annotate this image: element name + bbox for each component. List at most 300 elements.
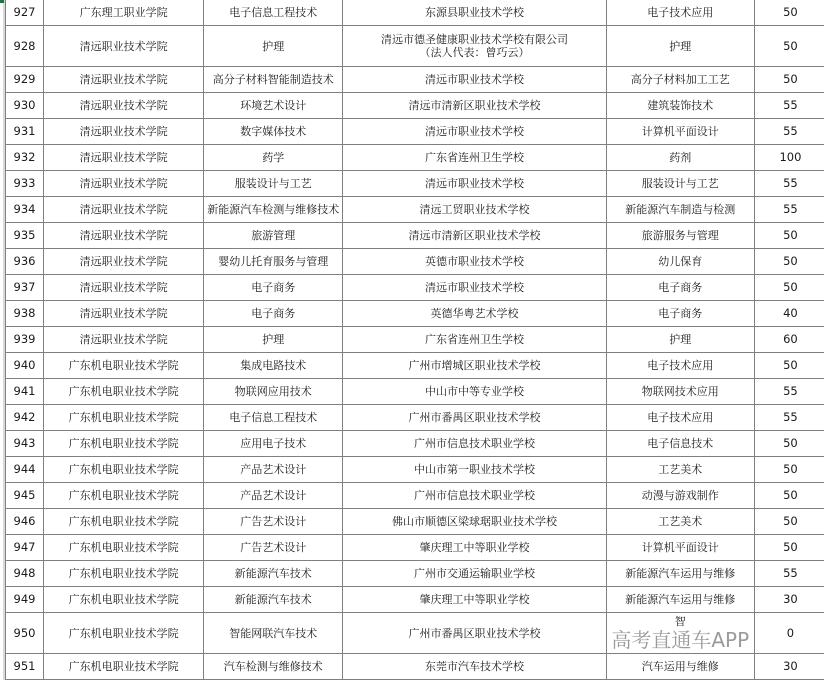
table-row — [6, 171, 824, 197]
row-number: 942 — [14, 410, 36, 424]
enrollment-quota-cell[interactable] — [754, 483, 824, 509]
row-number: 951 — [14, 659, 36, 673]
college-name: 广东机电职业技术学院 — [69, 541, 179, 554]
college-name: 广东机电职业技术学院 — [69, 385, 179, 398]
enrollment-quota-cell[interactable] — [754, 353, 824, 379]
secondary-major: 新能源汽车制造与检测 — [625, 203, 735, 216]
college-name: 清远职业技术学院 — [80, 125, 168, 138]
partner-school: 广州市信息技术职业学校 — [414, 437, 535, 450]
row-number: 934 — [14, 202, 36, 216]
enrollment-quota-cell[interactable] — [754, 223, 824, 249]
higher-major: 智能网联汽车技术 — [229, 627, 317, 640]
row-number: 949 — [14, 592, 36, 606]
enrollment-quota: 50 — [783, 280, 798, 294]
enrollment-quota-cell[interactable] — [754, 327, 824, 353]
enrollment-table — [5, 0, 824, 680]
secondary-major: 建筑装饰技术 — [647, 99, 713, 112]
row-number: 935 — [14, 228, 36, 242]
college-name-cell[interactable] — [44, 353, 204, 379]
partner-school: 清远市德圣健康职业技术学校有限公司 — [381, 33, 568, 46]
higher-major: 新能源汽车检测与维修技术 — [207, 203, 339, 216]
partner-school: 广州市增城区职业技术学校 — [409, 359, 541, 372]
secondary-major-cell[interactable] — [606, 353, 754, 379]
enrollment-quota: 55 — [783, 566, 798, 580]
secondary-major-cell[interactable] — [606, 379, 754, 405]
college-name-cell[interactable] — [44, 613, 204, 654]
college-name-cell[interactable] — [44, 171, 204, 197]
row-number-cell[interactable] — [6, 405, 44, 431]
secondary-major: 智 — [675, 615, 686, 628]
higher-major-cell[interactable] — [204, 26, 343, 67]
college-name: 清远职业技术学院 — [80, 307, 168, 320]
higher-major-cell[interactable] — [204, 587, 343, 613]
partner-school: 广东省连州卫生学校 — [425, 333, 524, 346]
enrollment-quota-cell[interactable] — [754, 535, 824, 561]
partner-school-cell[interactable] — [343, 561, 606, 587]
row-number-cell[interactable] — [6, 535, 44, 561]
college-name-cell[interactable] — [44, 145, 204, 171]
college-name: 清远职业技术学院 — [80, 281, 168, 294]
secondary-major-cell[interactable] — [606, 509, 754, 535]
enrollment-quota-cell[interactable] — [754, 509, 824, 535]
table-row — [6, 431, 824, 457]
table-row — [6, 223, 824, 249]
higher-major-cell[interactable] — [204, 405, 343, 431]
partner-school: 东源县职业技术学校 — [425, 6, 524, 19]
enrollment-quota-cell[interactable] — [754, 405, 824, 431]
higher-major-cell[interactable] — [204, 249, 343, 275]
table-row — [6, 249, 824, 275]
higher-major-cell[interactable] — [204, 327, 343, 353]
secondary-major: 服装设计与工艺 — [642, 177, 719, 190]
spreadsheet — [3, 0, 824, 680]
partner-school: 肇庆理工中等职业学校 — [420, 593, 530, 606]
partner-school: 清远市清新区职业技术学校 — [409, 229, 541, 242]
partner-school: 广州市番禺区职业技术学校 — [409, 411, 541, 424]
partner-school-cell[interactable] — [343, 26, 606, 67]
enrollment-quota: 55 — [783, 176, 798, 190]
enrollment-quota: 50 — [783, 462, 798, 476]
higher-major-cell[interactable] — [204, 509, 343, 535]
partner-school-cell[interactable] — [343, 613, 606, 654]
table-row — [6, 457, 824, 483]
higher-major: 服装设计与工艺 — [235, 177, 312, 190]
row-number: 938 — [14, 306, 36, 320]
table-row — [6, 301, 824, 327]
enrollment-quota-cell[interactable] — [754, 197, 824, 223]
partner-school-cell[interactable] — [343, 353, 606, 379]
partner-school-cell[interactable] — [343, 301, 606, 327]
row-number: 928 — [14, 39, 36, 53]
cell-selection-marker — [0, 0, 4, 3]
higher-major-cell[interactable] — [204, 119, 343, 145]
enrollment-quota: 50 — [783, 5, 798, 19]
partner-school-cell[interactable] — [343, 223, 606, 249]
enrollment-quota: 55 — [783, 384, 798, 398]
row-number: 939 — [14, 332, 36, 346]
row-number: 945 — [14, 488, 36, 502]
table-row — [6, 119, 824, 145]
enrollment-quota-cell[interactable] — [754, 171, 824, 197]
partner-school-cell[interactable] — [343, 119, 606, 145]
college-name-cell[interactable] — [44, 67, 204, 93]
higher-major: 应用电子技术 — [240, 437, 306, 450]
enrollment-quota-cell[interactable] — [754, 654, 824, 680]
enrollment-quota-cell[interactable] — [754, 67, 824, 93]
row-number-cell[interactable] — [6, 327, 44, 353]
higher-major-cell[interactable] — [204, 67, 343, 93]
enrollment-quota: 30 — [783, 659, 798, 673]
partner-school-cell[interactable] — [343, 405, 606, 431]
secondary-major-cell[interactable] — [606, 0, 754, 26]
row-number-cell[interactable] — [6, 654, 44, 680]
secondary-major-cell[interactable] — [606, 197, 754, 223]
college-name: 清远职业技术学院 — [80, 99, 168, 112]
higher-major-cell[interactable] — [204, 654, 343, 680]
higher-major-cell[interactable] — [204, 197, 343, 223]
row-number-cell[interactable] — [6, 93, 44, 119]
enrollment-quota: 55 — [783, 202, 798, 216]
partner-school-cell[interactable] — [343, 431, 606, 457]
college-name: 清远职业技术学院 — [80, 203, 168, 216]
enrollment-quota: 100 — [779, 150, 801, 164]
partner-school-cell[interactable] — [343, 249, 606, 275]
table-row — [6, 587, 824, 613]
higher-major: 产品艺术设计 — [240, 463, 306, 476]
secondary-major: 幼儿保育 — [658, 255, 702, 268]
row-number-cell[interactable] — [6, 223, 44, 249]
secondary-major-cell[interactable] — [606, 26, 754, 67]
secondary-major: 电子商务 — [658, 307, 702, 320]
secondary-major: 电子商务 — [658, 281, 702, 294]
higher-major: 广告艺术设计 — [240, 515, 306, 528]
secondary-major-cell[interactable] — [606, 483, 754, 509]
partner-school-cell[interactable] — [343, 457, 606, 483]
table-row — [6, 275, 824, 301]
higher-major-cell[interactable] — [204, 457, 343, 483]
row-number-cell[interactable] — [6, 145, 44, 171]
higher-major: 电子商务 — [251, 281, 295, 294]
table-row — [6, 145, 824, 171]
secondary-major: 计算机平面设计 — [642, 125, 719, 138]
secondary-major: 物联网技术应用 — [642, 385, 719, 398]
college-name: 清远职业技术学院 — [80, 229, 168, 242]
row-number-cell[interactable] — [6, 26, 44, 67]
enrollment-quota-cell[interactable] — [754, 249, 824, 275]
partner-school-cell[interactable] — [343, 379, 606, 405]
higher-major: 护理 — [262, 333, 284, 346]
secondary-major-cell[interactable] — [606, 67, 754, 93]
secondary-major: 护理 — [669, 333, 691, 346]
enrollment-quota: 0 — [787, 626, 794, 640]
higher-major: 电子信息工程技术 — [229, 6, 317, 19]
enrollment-quota-cell[interactable] — [754, 93, 824, 119]
row-number-cell[interactable] — [6, 119, 44, 145]
row-number: 927 — [14, 5, 36, 19]
secondary-major-cell[interactable] — [606, 145, 754, 171]
row-number: 943 — [14, 436, 36, 450]
college-name-cell[interactable] — [44, 26, 204, 67]
secondary-major-cell[interactable] — [606, 587, 754, 613]
secondary-major-cell[interactable] — [606, 405, 754, 431]
higher-major-cell[interactable] — [204, 301, 343, 327]
higher-major-cell[interactable] — [204, 93, 343, 119]
row-number: 932 — [14, 150, 36, 164]
row-number-cell[interactable] — [6, 275, 44, 301]
college-name-cell[interactable] — [44, 93, 204, 119]
college-name-cell[interactable] — [44, 197, 204, 223]
college-name: 广东机电职业技术学院 — [69, 567, 179, 580]
secondary-major-cell[interactable] — [606, 457, 754, 483]
secondary-major-cell[interactable] — [606, 119, 754, 145]
enrollment-quota: 50 — [783, 514, 798, 528]
secondary-major-cell[interactable] — [606, 561, 754, 587]
partner-school: 清远市职业技术学校 — [425, 73, 524, 86]
college-name: 广东理工职业学院 — [80, 6, 168, 19]
higher-major-cell[interactable] — [204, 145, 343, 171]
college-name-cell[interactable] — [44, 587, 204, 613]
row-number: 929 — [14, 72, 36, 86]
higher-major-cell[interactable] — [204, 0, 343, 26]
partner-school-cell[interactable] — [343, 67, 606, 93]
college-name-cell[interactable] — [44, 379, 204, 405]
college-name-cell[interactable] — [44, 431, 204, 457]
college-name: 清远职业技术学院 — [80, 40, 168, 53]
college-name: 广东机电职业技术学院 — [69, 660, 179, 673]
higher-major: 婴幼儿托育服务与管理 — [218, 255, 328, 268]
higher-major-cell[interactable] — [204, 353, 343, 379]
row-number-cell[interactable] — [6, 353, 44, 379]
partner-school-cell[interactable] — [343, 0, 606, 26]
higher-major-cell[interactable] — [204, 561, 343, 587]
college-name-cell[interactable] — [44, 327, 204, 353]
enrollment-quota-cell[interactable] — [754, 301, 824, 327]
row-number-cell[interactable] — [6, 561, 44, 587]
secondary-major: 旅游服务与管理 — [642, 229, 719, 242]
higher-major: 护理 — [262, 40, 284, 53]
partner-school: 广州市信息技术职业学校 — [414, 489, 535, 502]
partner-school-cell[interactable] — [343, 197, 606, 223]
higher-major: 汽车检测与维修技术 — [224, 660, 323, 673]
secondary-major-cell[interactable] — [606, 301, 754, 327]
partner-school-cell[interactable] — [343, 327, 606, 353]
higher-major: 环境艺术设计 — [240, 99, 306, 112]
table-row — [6, 353, 824, 379]
enrollment-quota: 55 — [783, 98, 798, 112]
secondary-major: 药剂 — [669, 151, 691, 164]
partner-school: 清远市清新区职业技术学校 — [409, 99, 541, 112]
secondary-major: 汽车运用与维修 — [642, 660, 719, 673]
partner-school-cell[interactable] — [343, 93, 606, 119]
college-name-cell[interactable] — [44, 509, 204, 535]
partner-school: 东莞市汽车技术学校 — [425, 660, 524, 673]
college-name-cell[interactable] — [44, 483, 204, 509]
secondary-major-cell[interactable] — [606, 249, 754, 275]
secondary-major: 工艺美术 — [658, 515, 702, 528]
college-name: 广东机电职业技术学院 — [69, 489, 179, 502]
secondary-major: 高分子材料加工工艺 — [631, 73, 730, 86]
secondary-major: 护理 — [669, 40, 691, 53]
college-name-cell[interactable] — [44, 654, 204, 680]
partner-school-cell[interactable] — [343, 483, 606, 509]
partner-school: 中山市中等专业学校 — [425, 385, 524, 398]
enrollment-quota: 40 — [783, 306, 798, 320]
secondary-major-cell[interactable] — [606, 275, 754, 301]
enrollment-quota: 50 — [783, 358, 798, 372]
secondary-major-cell[interactable] — [606, 327, 754, 353]
higher-major: 新能源汽车技术 — [235, 567, 312, 580]
college-name: 清远职业技术学院 — [80, 151, 168, 164]
secondary-major-cell[interactable] — [606, 223, 754, 249]
college-name-cell[interactable] — [44, 249, 204, 275]
row-number-cell[interactable] — [6, 67, 44, 93]
partner-school-cell[interactable] — [343, 535, 606, 561]
partner-school: 清远市职业技术学校 — [425, 177, 524, 190]
row-number: 941 — [14, 384, 36, 398]
row-number: 940 — [14, 358, 36, 372]
higher-major-cell[interactable] — [204, 275, 343, 301]
table-row — [6, 93, 824, 119]
college-name-cell[interactable] — [44, 405, 204, 431]
higher-major: 集成电路技术 — [240, 359, 306, 372]
row-number-cell[interactable] — [6, 457, 44, 483]
higher-major: 高分子材料智能制造技术 — [213, 73, 334, 86]
partner-school: 佛山市顺德区梁球琚职业技术学校 — [392, 515, 557, 528]
enrollment-quota-cell[interactable] — [754, 431, 824, 457]
row-number: 950 — [14, 626, 36, 640]
secondary-major-cell[interactable] — [606, 613, 754, 654]
college-name-cell[interactable] — [44, 301, 204, 327]
row-number: 930 — [14, 98, 36, 112]
partner-school: 广州市交通运输职业学校 — [414, 567, 535, 580]
college-name-cell[interactable] — [44, 119, 204, 145]
college-name-cell[interactable] — [44, 457, 204, 483]
college-name: 清远职业技术学院 — [80, 73, 168, 86]
enrollment-quota: 50 — [783, 436, 798, 450]
enrollment-quota-cell[interactable] — [754, 561, 824, 587]
secondary-major: 工艺美术 — [658, 463, 702, 476]
secondary-major: 电子技术应用 — [647, 411, 713, 424]
row-number: 931 — [14, 124, 36, 138]
college-name-cell[interactable] — [44, 561, 204, 587]
secondary-major-cell[interactable] — [606, 93, 754, 119]
higher-major-cell[interactable] — [204, 379, 343, 405]
row-number-cell[interactable] — [6, 0, 44, 26]
enrollment-quota-cell[interactable] — [754, 379, 824, 405]
row-number-cell[interactable] — [6, 171, 44, 197]
enrollment-quota-cell[interactable] — [754, 587, 824, 613]
row-number: 933 — [14, 176, 36, 190]
college-name: 广东机电职业技术学院 — [69, 593, 179, 606]
row-number: 936 — [14, 254, 36, 268]
higher-major-cell[interactable] — [204, 223, 343, 249]
enrollment-quota: 50 — [783, 488, 798, 502]
higher-major-cell[interactable] — [204, 431, 343, 457]
college-name: 广东机电职业技术学院 — [69, 627, 179, 640]
college-name-cell[interactable] — [44, 223, 204, 249]
higher-major-cell[interactable] — [204, 171, 343, 197]
higher-major-cell[interactable] — [204, 613, 343, 654]
row-number: 948 — [14, 566, 36, 580]
enrollment-quota: 55 — [783, 124, 798, 138]
college-name-cell[interactable] — [44, 0, 204, 26]
secondary-major-cell[interactable] — [606, 535, 754, 561]
table-row — [6, 509, 824, 535]
secondary-major: 动漫与游戏制作 — [642, 489, 719, 502]
college-name: 清远职业技术学院 — [80, 333, 168, 346]
row-number: 947 — [14, 540, 36, 554]
partner-school-cell[interactable] — [343, 509, 606, 535]
college-name: 广东机电职业技术学院 — [69, 437, 179, 450]
enrollment-quota-cell[interactable] — [754, 457, 824, 483]
higher-major: 物联网应用技术 — [235, 385, 312, 398]
row-number-cell[interactable] — [6, 249, 44, 275]
college-name: 广东机电职业技术学院 — [69, 515, 179, 528]
enrollment-quota: 55 — [783, 410, 798, 424]
higher-major: 数字媒体技术 — [240, 125, 306, 138]
row-number-cell[interactable] — [6, 431, 44, 457]
table-row — [6, 0, 824, 26]
enrollment-quota: 50 — [783, 39, 798, 53]
enrollment-quota-cell[interactable] — [754, 613, 824, 654]
enrollment-quota-cell[interactable] — [754, 275, 824, 301]
secondary-major: 电子技术应用 — [647, 359, 713, 372]
higher-major: 旅游管理 — [251, 229, 295, 242]
row-number-cell[interactable] — [6, 483, 44, 509]
partner-school-cell[interactable] — [343, 171, 606, 197]
table-row — [6, 654, 824, 680]
partner-school-cell[interactable] — [343, 587, 606, 613]
secondary-major-cell[interactable] — [606, 431, 754, 457]
row-number-cell[interactable] — [6, 197, 44, 223]
table-row — [6, 405, 824, 431]
partner-school-cell[interactable] — [343, 145, 606, 171]
enrollment-quota-cell[interactable] — [754, 145, 824, 171]
college-name-cell[interactable] — [44, 275, 204, 301]
enrollment-quota-cell[interactable] — [754, 26, 824, 67]
college-name-cell[interactable] — [44, 535, 204, 561]
enrollment-quota-cell[interactable] — [754, 119, 824, 145]
row-number-cell[interactable] — [6, 613, 44, 654]
enrollment-quota-cell[interactable] — [754, 0, 824, 26]
row-number: 946 — [14, 514, 36, 528]
higher-major-cell[interactable] — [204, 535, 343, 561]
partner-school: 广州市番禺区职业技术学校 — [409, 627, 541, 640]
partner-school-note: （法人代表：曾巧云） — [420, 46, 530, 59]
college-name: 清远职业技术学院 — [80, 255, 168, 268]
college-name: 广东机电职业技术学院 — [69, 359, 179, 372]
partner-school: 清远市职业技术学校 — [425, 281, 524, 294]
secondary-major-cell[interactable] — [606, 654, 754, 680]
secondary-major: 计算机平面设计 — [642, 541, 719, 554]
higher-major: 电子商务 — [251, 307, 295, 320]
higher-major-cell[interactable] — [204, 483, 343, 509]
table-row — [6, 483, 824, 509]
higher-major: 新能源汽车技术 — [235, 593, 312, 606]
partner-school-cell[interactable] — [343, 275, 606, 301]
enrollment-quota: 50 — [783, 254, 798, 268]
secondary-major-cell[interactable] — [606, 171, 754, 197]
row-number-cell[interactable] — [6, 379, 44, 405]
row-number-cell[interactable] — [6, 509, 44, 535]
row-number-cell[interactable] — [6, 301, 44, 327]
partner-school: 英德市职业技术学校 — [425, 255, 524, 268]
row-number-cell[interactable] — [6, 587, 44, 613]
college-name: 广东机电职业技术学院 — [69, 411, 179, 424]
college-name: 清远职业技术学院 — [80, 177, 168, 190]
partner-school-cell[interactable] — [343, 654, 606, 680]
enrollment-quota: 50 — [783, 540, 798, 554]
